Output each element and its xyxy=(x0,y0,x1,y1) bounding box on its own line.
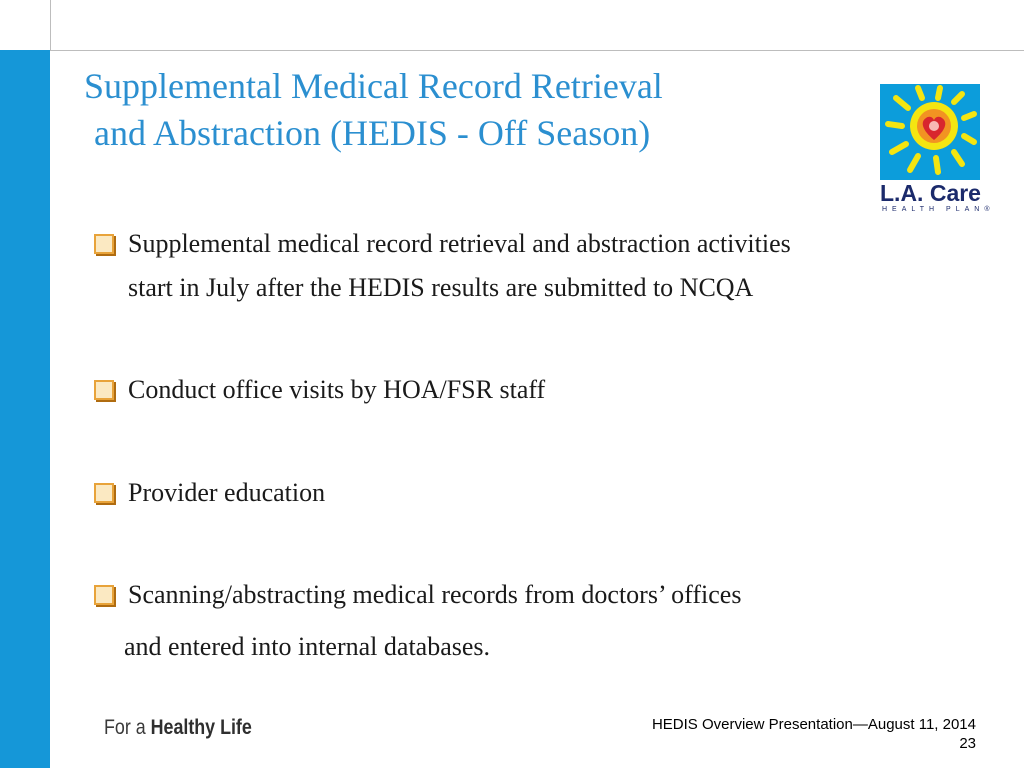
bullet-text-continued: start in July after the HEDIS results are submitted to NCQA xyxy=(128,273,754,302)
bullet-item xyxy=(94,471,984,515)
bullet-item xyxy=(94,573,984,669)
presentation-label: HEDIS Overview Presentation—August 11, 2014 xyxy=(651,716,976,733)
slide-title-line2: and Abstraction (HEDIS - Off Season) xyxy=(94,113,651,153)
footer-tagline-bold: Healthy Life xyxy=(150,716,252,739)
la-care-logo xyxy=(878,84,995,216)
footer-tagline-prefix: For a xyxy=(104,716,151,739)
slide-title-line1: Supplemental Medical Record Retrieval xyxy=(84,66,663,106)
bullet-item xyxy=(94,222,984,310)
logo-subtitle: HEALTH PLAN® xyxy=(882,206,995,213)
bullet-text: Supplemental medical record retrieval and abstraction activities xyxy=(128,229,791,258)
bullet-text-continued: and entered into internal databases. xyxy=(124,632,491,661)
checkbox-square-icon xyxy=(94,585,114,605)
checkbox-square-icon xyxy=(94,234,114,254)
bullet-list xyxy=(94,222,984,669)
checkbox-square-icon xyxy=(94,380,114,400)
footer-info xyxy=(652,715,976,753)
slide-title xyxy=(84,63,663,157)
bullet-text: Provider education xyxy=(128,478,326,507)
logo-wordmark: L.A. Care xyxy=(880,180,981,206)
page-number: 23 xyxy=(959,735,976,752)
bullet-item xyxy=(94,368,984,412)
side-band xyxy=(0,0,50,768)
footer-tagline xyxy=(104,716,252,740)
side-band-corner xyxy=(0,0,51,50)
bullet-text: Scanning/abstracting medical records from doctors’ offices xyxy=(128,580,742,609)
bullet-text: Conduct office visits by HOA/FSR staff xyxy=(128,375,546,404)
checkbox-square-icon xyxy=(94,483,114,503)
sun-heart-icon xyxy=(880,84,980,180)
top-divider xyxy=(50,50,1024,51)
